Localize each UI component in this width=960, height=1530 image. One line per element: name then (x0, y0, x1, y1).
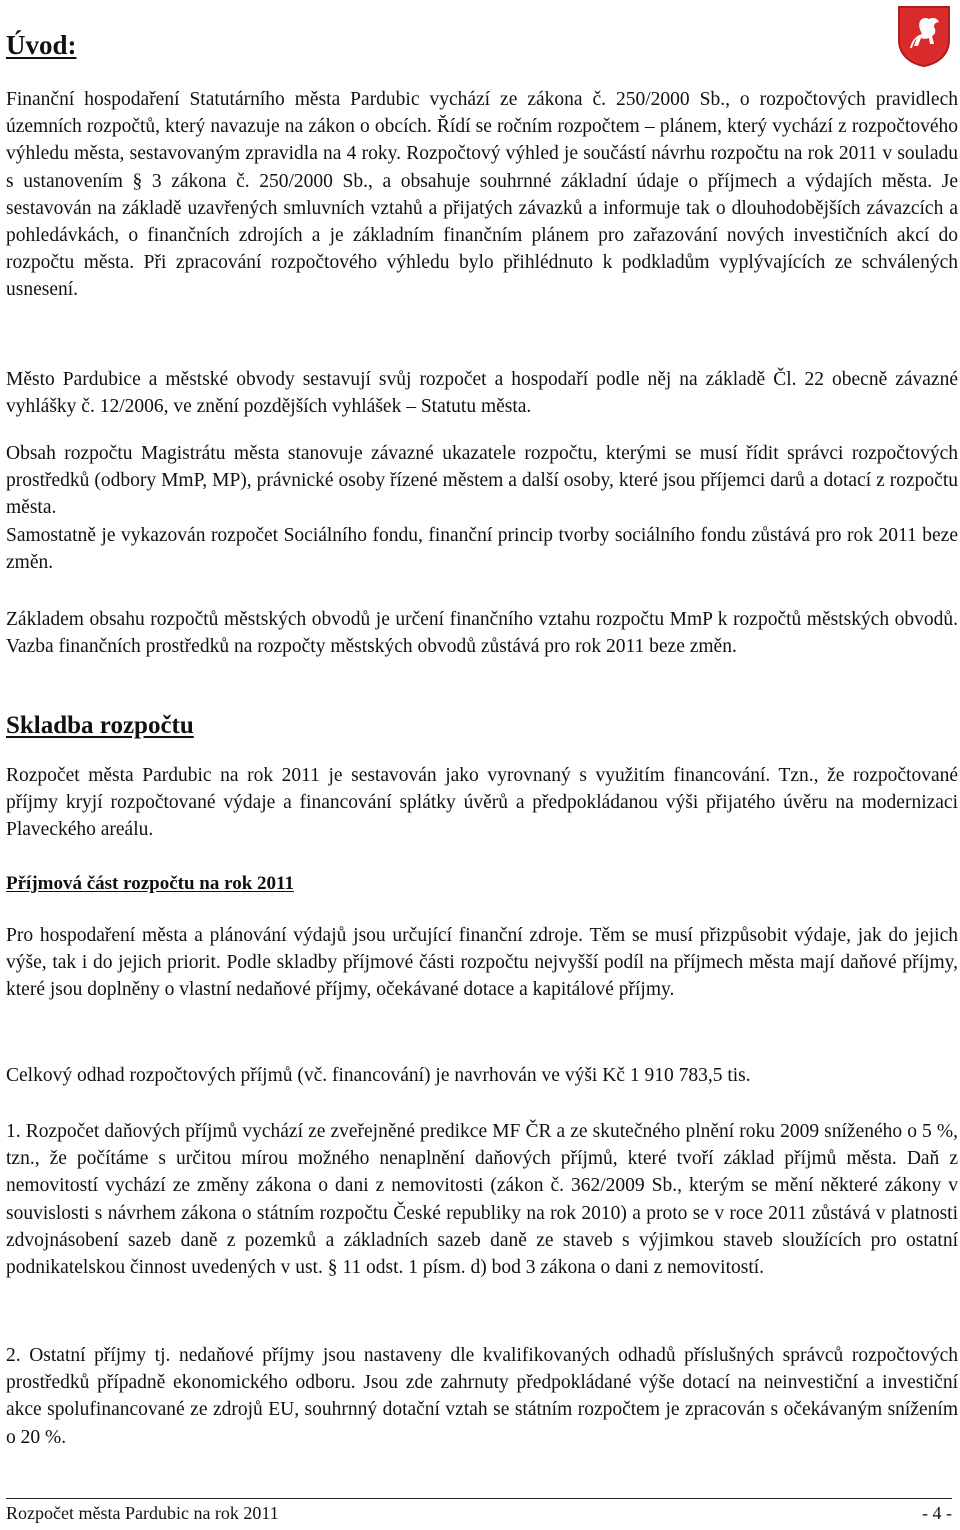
prijmy-paragraph-1: Pro hospodaření města a plánování výdajů jsou určující finanční zdroje. Těm se musí přizpůsobit výdaje, jak do jejich výše, tak i do jejich priorit. Podle skladby příjmové části rozpočtu nejvyšší podíl na příjmech města mají daňové příjmy, které jsou doplněny o vlastní nedaňové příjmy, očekávané dotace a kapitálové příjmy. (6, 925, 958, 1001)
intro-paragraph-3: Obsah rozpočtu Magistrátu města stanovuje závazné ukazatele rozpočtu, kterými se musí řídit správci rozpočtových prostředků (odbory MmP, MP), právnické osoby řízené městem a další osoby, které jsou příjemci darů a dotací z rozpočtu města. (6, 443, 958, 519)
prijmy-paragraph-3: 1. Rozpočet daňových příjmů vychází ze zveřejněné predikce MF ČR a ze skutečného plnění roku 2009 sníženého o 5 %, tzn., že počítáme s určitou mírou možného nenaplnění daňových příjmů, které tvoří základ příjmů města. Daň z nemovitostí vychází ze změny zákona o dani z nemovitosti (zákon č. 362/2009 Sb., kterým se mění některé zákony v souvislosti s návrhem zákona o státním rozpočtu České republiky na rok 2010) a proto se v roce 2011 zůstává v platnosti zdvojnásobení sazeb daně z pozemků a základních sazeb daně ze staveb s výjimkou staveb sloužících pro ostatní podnikatelskou činnost uvedených v ust. § 11 odst. 1 písm. d) bod 3 zákona o dani z nemovitostí. (6, 1121, 958, 1279)
page-title-intro: Úvod: (6, 30, 77, 60)
footer-title: Rozpočet města Pardubic na rok 2011 (6, 1503, 279, 1523)
skladba-paragraph-1: Rozpočet města Pardubic na rok 2011 je sestavován jako vyrovnaný s využitím financování. Tzn., že rozpočtované příjmy kryjí rozpočtované výdaje a financování splátky úvěrů a předpokládanou výši přijatého úvěru na modernizaci Plaveckého areálu. (6, 765, 958, 841)
pardubice-coat-of-arms-icon (896, 4, 952, 68)
page-footer (6, 1498, 952, 1524)
intro-paragraph-1: Finanční hospodaření Statutárního města Pardubic vychází ze zákona č. 250/2000 Sb., o rozpočtových pravidlech územních rozpočtů, který navazuje na zákon o obcích. Řídí se ročním rozpočtem – plánem, který vychází z rozpočtového výhledu města, sestavovaným zpravidla na 4 roky. Rozpočtový výhled je součástí návrhu rozpočtu na rok 2011 v souladu s ustanovením § 3 zákona č. 250/2000 Sb., a obsahuje souhrnné základní údaje o příjmech a výdajích města. Je sestavován na základě uzavřených smluvních vztahů a přijatých závazků a informuje tak o dlouhodobějších závazcích a pohledávkách, o finančních zdrojích a je základním finančním plánem pro zařazování nových investičních akcí do rozpočtu města. Při zpracování rozpočtového výhledu bylo přihlédnuto k podkladům vyplývajících ze schválených usnesení. (6, 89, 958, 301)
prijmy-paragraph-2: Celkový odhad rozpočtových příjmů (vč. financování) je navrhován ve výši Kč 1 910 783,5 tis. (6, 1065, 751, 1086)
intro-paragraph-5: Základem obsahu rozpočtů městských obvodů je určení finančního vztahu rozpočtu MmP k rozpočtů městských obvodů. Vazba finančních prostředků na rozpočty městských obvodů zůstává pro rok 2011 beze změn. (6, 609, 958, 658)
page-number: - 4 - (922, 1503, 952, 1523)
intro-paragraph-2: Město Pardubice a městské obvody sestavují svůj rozpočet a hospodaří podle něj na základě Čl. 22 obecně závazné vyhlášky č. 12/2006, ve znění pozdějších vyhlášek – Statutu města. (6, 369, 958, 418)
section-title-skladba: Skladba rozpočtu (6, 712, 194, 739)
intro-paragraph-4: Samostatně je vykazován rozpočet Sociálního fondu, finanční princip tvorby sociálního fondu zůstává pro rok 2011 beze změn. (6, 525, 958, 574)
prijmy-paragraph-4: 2. Ostatní příjmy tj. nedaňové příjmy jsou nastaveny dle kvalifikovaných odhadů příslušných správců rozpočtových prostředků případně ekonomického odboru. Jsou zde zahrnuty předpokládané výše dotací na neinvestiční a investiční akce spolufinancované ze zdrojů EU, souhrnný dotační vztah se státním rozpočtem je zpracován s očekávaným snížením o 20 %. (6, 1345, 958, 1448)
subsection-title-prijmy: Příjmová část rozpočtu na rok 2011 (6, 873, 294, 894)
